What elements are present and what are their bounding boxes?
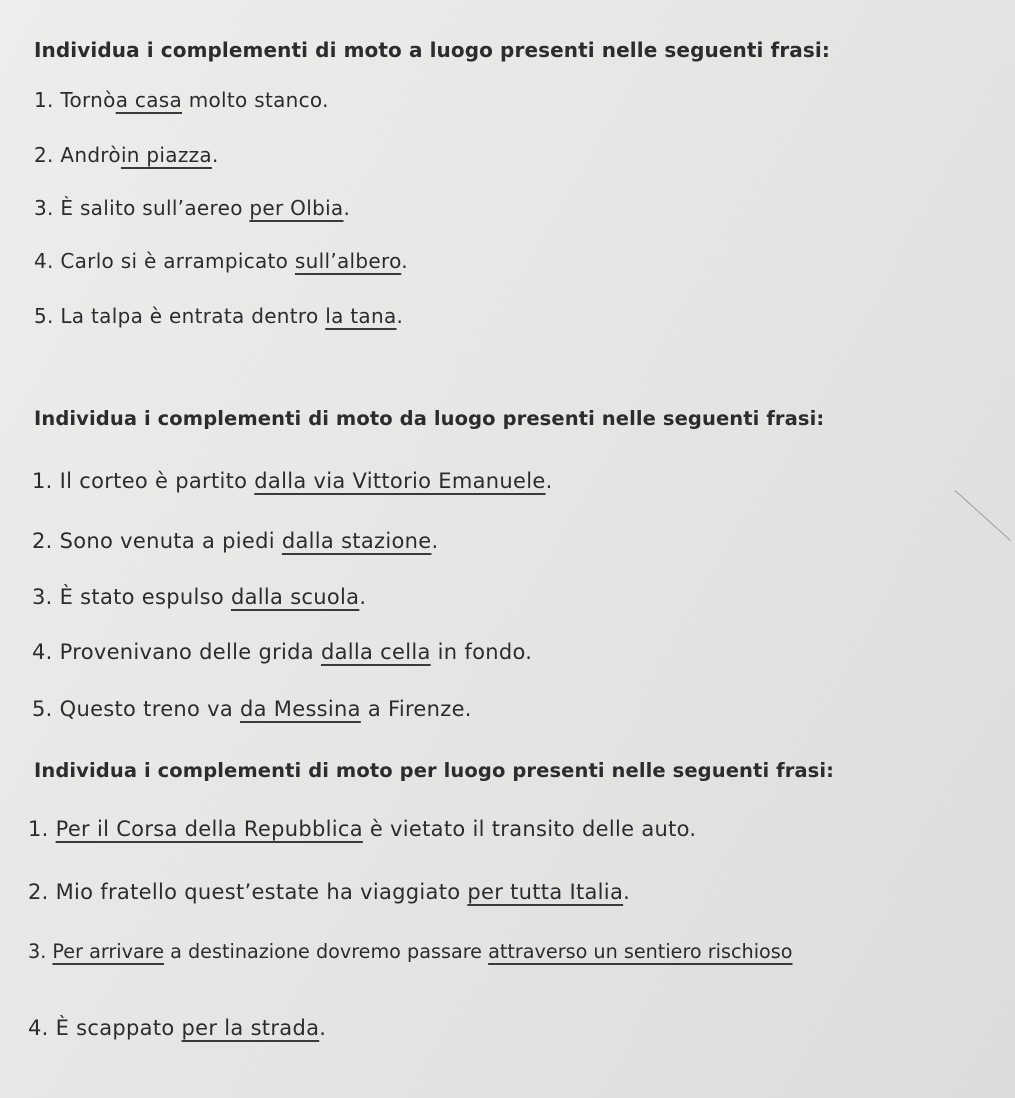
exercise3-item-2: [28, 880, 630, 904]
sentence-text: Carlo si è arrampicato: [60, 249, 289, 273]
sentence-text: in fondo.: [437, 640, 533, 664]
sentence-text: Provenivano delle grida: [59, 640, 314, 664]
underlined-complement: Per arrivare: [52, 940, 165, 963]
item-number: 2.: [32, 529, 53, 553]
underlined-complement: sull’albero: [294, 249, 402, 273]
underlined-complement: la tana: [325, 304, 397, 328]
exercise1-item-1: [34, 88, 329, 112]
exercise2-heading: Individua i complementi di moto da luogo presenti nelle seguenti frasi:: [34, 407, 825, 430]
underlined-complement: in piazza: [120, 143, 212, 167]
sentence-text: .: [545, 469, 553, 493]
sentence-text: .: [319, 1016, 327, 1040]
paper-crease: [955, 490, 1011, 541]
item-number: 4.: [28, 1016, 49, 1040]
sentence-text: Andrò: [60, 143, 121, 167]
sentence-text: Tornò: [60, 88, 116, 112]
item-number: 4.: [32, 640, 53, 664]
sentence-text: .: [212, 143, 219, 167]
sentence-text: molto stanco.: [188, 88, 329, 112]
sentence-text: La talpa è entrata dentro: [60, 304, 319, 328]
item-number: 3.: [34, 196, 54, 220]
exercise3-heading: Individua i complementi di moto per luogo presenti nelle seguenti frasi:: [34, 759, 835, 782]
underlined-complement: attraverso un sentiero rischioso: [488, 940, 793, 963]
sentence-text: Il corteo è partito: [59, 469, 248, 493]
item-number: 1.: [34, 88, 54, 112]
sentence-text: è vietato il transito delle auto.: [369, 817, 697, 841]
exercise3-item-3: [28, 940, 793, 963]
underlined-complement: Per il Corsa della Repubblica: [55, 817, 363, 841]
sentence-text: È salito sull’aereo: [60, 196, 243, 220]
item-number: 3.: [32, 585, 53, 609]
exercise2-item-5: [32, 697, 472, 721]
item-number: 1.: [32, 469, 53, 493]
sentence-text: Questo treno va: [59, 697, 234, 721]
item-number: 5.: [34, 304, 54, 328]
exercise1-item-2: [34, 143, 219, 167]
underlined-complement: dalla cella: [320, 640, 431, 664]
underlined-complement: per Olbia: [249, 196, 344, 220]
sentence-text: .: [623, 880, 631, 904]
sentence-text: Sono venuta a piedi: [59, 529, 275, 553]
sentence-text: Mio fratello quest’estate ha viaggiato: [55, 880, 461, 904]
exercise3-item-4: [28, 1016, 326, 1040]
sentence-text: È stato espulso: [59, 585, 224, 609]
exercise1-item-3: [34, 196, 350, 220]
sentence-text: È scappato: [55, 1016, 175, 1040]
sentence-text: .: [401, 249, 408, 273]
exercise2-item-1: [32, 469, 553, 493]
item-number: 4.: [34, 249, 54, 273]
exercise2-item-2: [32, 529, 438, 553]
sentence-text: .: [359, 585, 367, 609]
item-number: 2.: [28, 880, 49, 904]
exercise2-item-4: [32, 640, 532, 664]
underlined-complement: dalla scuola: [230, 585, 360, 609]
sentence-text: a destinazione dovremo passare: [170, 940, 482, 963]
sentence-text: .: [343, 196, 351, 220]
sentence-text: .: [396, 304, 404, 328]
exercise1-item-4: [34, 249, 408, 273]
underlined-complement: a casa: [115, 88, 183, 112]
sentence-text: .: [431, 529, 439, 553]
item-number: 2.: [34, 143, 54, 167]
underlined-complement: da Messina: [240, 697, 361, 721]
exercise1-heading: Individua i complementi di moto a luogo presenti nelle seguenti frasi:: [34, 38, 830, 62]
item-number: 1.: [28, 817, 49, 841]
underlined-complement: dalla via Vittorio Emanuele: [254, 469, 546, 493]
item-number: 5.: [32, 697, 53, 721]
underlined-complement: per tutta Italia: [467, 880, 624, 904]
underlined-complement: dalla stazione: [281, 529, 432, 553]
item-number: 3.: [28, 940, 47, 963]
underlined-complement: per la strada: [181, 1016, 320, 1040]
exercise1-item-5: [34, 304, 403, 328]
exercise2-item-3: [32, 585, 366, 609]
sentence-text: a Firenze.: [367, 697, 472, 721]
exercise3-item-1: [28, 817, 696, 841]
